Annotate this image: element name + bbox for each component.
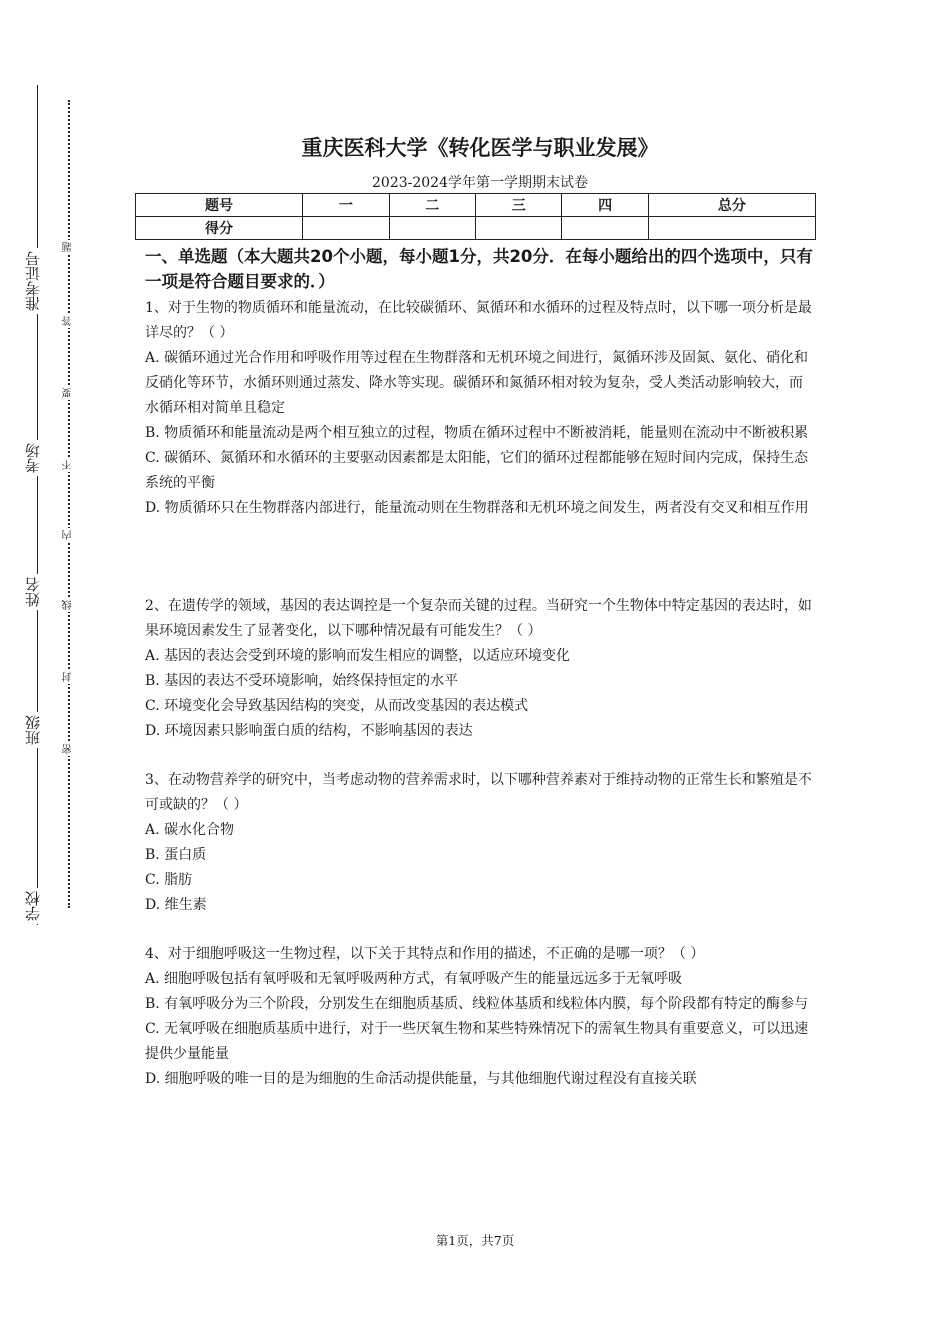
score-cell bbox=[475, 217, 561, 240]
question-4 bbox=[145, 942, 815, 1092]
field-exam-number: 准考证号 bbox=[22, 248, 52, 314]
option-d: D. 细胞呼吸的唯一目的是为细胞的生命活动提供能量，与其他细胞代谢过程没有直接关联 bbox=[145, 1071, 697, 1087]
option-a: A. 碳水化合物 bbox=[145, 822, 235, 838]
question-stem: 1、对于生物的物质循环和能量流动，在比较碳循环、氮循环和水循环的过程及特点时，以下哪一项分析是最详尽的？（ ） bbox=[145, 300, 812, 341]
question-1 bbox=[145, 296, 815, 521]
section-heading: 一、单选题（本大题共20个小题，每小题1分，共20分．在每小题给出的四个选项中，只有一项是符合题目要求的．） bbox=[145, 247, 813, 291]
field-exam-room: 考场 bbox=[22, 440, 52, 476]
question-stem: 3、在动物营养学的研究中，当考虑动物的营养需求时，以下哪种营养素对于维持动物的正常生长和繁殖是不可或缺的？（ ） bbox=[145, 772, 812, 813]
score-table-header-row bbox=[136, 194, 816, 217]
seal-char: 题 bbox=[61, 240, 77, 254]
seal-char: 内 bbox=[61, 528, 77, 542]
score-cell: 四 bbox=[562, 194, 648, 217]
option-b: B. 物质循环和能量流动是两个相互独立的过程，物质在循环过程中不断被消耗，能量则在流动中不断被积累 bbox=[145, 425, 809, 441]
field-name: 姓名 bbox=[22, 574, 52, 610]
seal-char: 答 bbox=[61, 314, 77, 328]
seal-dotted-line bbox=[68, 100, 70, 908]
score-cell bbox=[389, 217, 475, 240]
seal-char: 密 bbox=[61, 742, 77, 756]
score-cell: 一 bbox=[303, 194, 389, 217]
option-a: A. 碳循环通过光合作用和呼吸作用等过程在生物群落和无机环境之间进行，氮循环涉及固氮、氨化、硝化和反硝化等环节，水循环则通过蒸发、降水等实现。碳循环和氮循环相对较为复杂，受人类活动影响较大，而水循环相对简单且稳定 bbox=[145, 350, 809, 416]
binding-solid-line bbox=[37, 85, 38, 925]
option-b: B. 蛋白质 bbox=[145, 847, 207, 863]
binding-margin bbox=[0, 0, 120, 1344]
score-cell: 三 bbox=[475, 194, 561, 217]
seal-char: 要 bbox=[61, 386, 77, 400]
question-stem: 4、对于细胞呼吸这一生物过程，以下关于其特点和作用的描述，不正确的是哪一项？（ ） bbox=[145, 946, 705, 962]
score-cell: 题号 bbox=[136, 194, 303, 217]
option-d: D. 物质循环只在生物群落内部进行，能量流动则在生物群落和无机环境之间发生，两者没有交叉和相互作用 bbox=[145, 500, 809, 516]
seal-char: 不 bbox=[61, 458, 77, 472]
score-cell bbox=[303, 217, 389, 240]
option-b: B. 有氧呼吸分为三个阶段，分别发生在细胞质基质、线粒体基质和线粒体内膜，每个阶段都有特定的酶参与 bbox=[145, 996, 809, 1012]
page-title: 重庆医科大学《转化医学与职业发展》 bbox=[301, 136, 659, 160]
field-class: 班级 bbox=[22, 712, 52, 748]
seal-char: 封 bbox=[61, 670, 77, 684]
score-table-score-row bbox=[136, 217, 816, 240]
seal-char: 线 bbox=[61, 598, 77, 612]
option-a: A. 基因的表达会受到环境的影响而发生相应的调整，以适应环境变化 bbox=[145, 648, 571, 664]
question-2 bbox=[145, 594, 815, 744]
page-number: 第1页，共7页 bbox=[435, 1233, 515, 1248]
score-cell bbox=[648, 217, 815, 240]
score-cell: 二 bbox=[389, 194, 475, 217]
option-d: D. 维生素 bbox=[145, 897, 207, 913]
option-c: C. 碳循环、氮循环和水循环的主要驱动因素都是太阳能，它们的循环过程都能够在短时间内完成，保持生态系统的平衡 bbox=[145, 450, 809, 491]
field-school: 学校 bbox=[22, 888, 52, 924]
option-b: B. 基因的表达不受环境影响，始终保持恒定的水平 bbox=[145, 673, 459, 689]
option-c: C. 无氧呼吸在细胞质基质中进行，对于一些厌氧生物和某些特殊情况下的需氧生物具有重要意义，可以迅速提供少量能量 bbox=[145, 1021, 809, 1062]
score-table bbox=[135, 193, 816, 240]
score-cell bbox=[562, 217, 648, 240]
score-cell: 总分 bbox=[648, 194, 815, 217]
option-c: C. 脂肪 bbox=[145, 872, 193, 888]
option-c: C. 环境变化会导致基因结构的突变，从而改变基因的表达模式 bbox=[145, 698, 529, 714]
score-cell: 得分 bbox=[136, 217, 303, 240]
page-subtitle: 2023-2024学年第一学期期末试卷 bbox=[372, 175, 588, 191]
option-a: A. 细胞呼吸包括有氧呼吸和无氧呼吸两种方式，有氧呼吸产生的能量远远多于无氧呼吸 bbox=[145, 971, 683, 987]
question-stem: 2、在遗传学的领域，基因的表达调控是一个复杂而关键的过程。当研究一个生物体中特定基因的表达时，如果环境因素发生了显著变化，以下哪种情况最有可能发生？（ ） bbox=[145, 598, 812, 639]
question-3 bbox=[145, 768, 815, 918]
option-d: D. 环境因素只影响蛋白质的结构，不影响基因的表达 bbox=[145, 723, 473, 739]
